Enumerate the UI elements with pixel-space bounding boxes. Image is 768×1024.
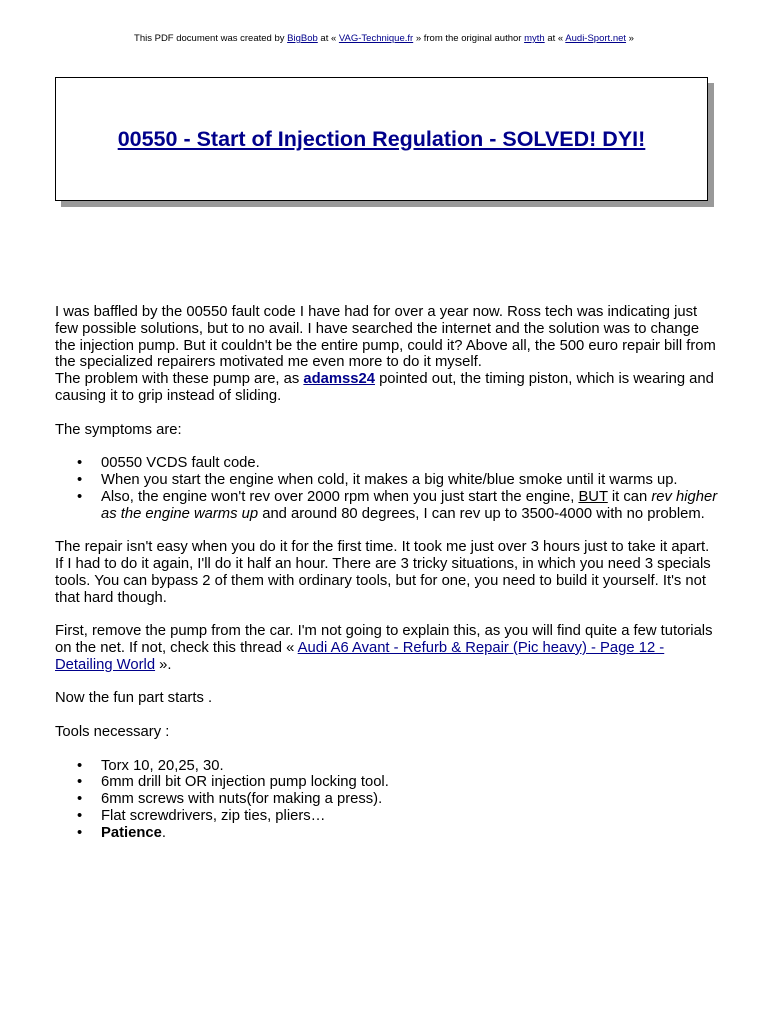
first-paragraph: First, remove the pump from the car. I'm not going to explain this, as you will find quite a few tutorials on the net. If not, check this thread « Audi A6 Avant - Refurb & Repair (Pic heavy) - Page 12 - Detailing World ». [55,623,713,673]
detailing-world-thread-link[interactable]: Audi A6 Avant - Refurb & Repair (Pic heavy) - Page 12 - Detailing World [55,639,665,673]
list-item: • Patience. [77,824,166,841]
list-item: • Flat screwdrivers, zip ties, pliers… [77,807,326,824]
symptoms-list [55,455,720,522]
bullet-icon: • [77,774,83,791]
article-body [55,304,720,858]
site-link-vag-technique[interactable]: VAG-Technique.fr [338,33,414,44]
pdf-credit-line: This PDF document was created by BigBob at « VAG-Technique.fr » from the original author myth at « Audi-Sport.net » [134,33,634,44]
symptoms-heading: The symptoms are: [55,421,182,438]
adamss24-link[interactable]: adamss24 [303,371,375,388]
bullet-icon: • [77,471,83,488]
repair-paragraph: The repair isn't easy when you do it for the first time. It took me just over 3 hours just to take it apart. If I had to do it again, I'll do it half an hour. There are 3 tricky situations, in which you need 3 specials tools. You can bypass 2 of them with ordinary tools, but for one, you need to build it yourself. It's not that hard though. [55,539,711,606]
intro-paragraph: I was baffled by the 00550 fault code I have had for over a year now. Ross tech was indicating just few possible solutions, but to no avail. I have searched the internet and the solution was to change the injection pump. But it couldn't be the entire pump, could it? Above all, the 500 euro repair bill from the specialized repairers motivated me even more to do it myself. The problem with these pump are, as adamss24 pointed out, the timing piston, which is wearing and causing it to grip instead of sliding. [55,304,716,404]
warm-up-emphasis: rev higher as the engine warms up [101,488,718,522]
site-link-audi-sport[interactable]: Audi-Sport.net [565,33,627,44]
fun-part-paragraph: Now the fun part starts . [55,690,213,707]
list-item: • Torx 10, 20,25, 30. [77,757,224,774]
page-title-link[interactable]: 00550 - Start of Injection Regulation - SOLVED! DYI! [117,126,646,151]
list-item: • When you start the engine when cold, it makes a big white/blue smoke until it warms up. [77,471,678,488]
author-link[interactable]: myth [524,33,545,44]
list-item: • 6mm screws with nuts(for making a press). [77,791,383,808]
list-item: • Also, the engine won't rev over 2000 rpm when you just start the engine, BUT it can rev higher as the engine warms up and around 80 degrees, I can rev up to 3500-4000 with no problem. [77,488,718,522]
bullet-icon: • [77,455,83,472]
list-item: • 6mm drill bit OR injection pump locking tool. [77,774,389,791]
tools-list [55,758,720,842]
bullet-icon: • [77,791,83,808]
patience-emphasis: Patience [101,824,162,841]
but-emphasis: BUT [578,488,608,505]
list-item: • 00550 VCDS fault code. [77,455,260,472]
bullet-icon: • [77,807,83,824]
bullet-icon: • [77,488,83,505]
creator-link[interactable]: BigBob [287,33,318,44]
bullet-icon: • [77,824,83,841]
title-box [55,77,708,201]
bullet-icon: • [77,757,83,774]
tools-heading: Tools necessary : [55,723,170,740]
